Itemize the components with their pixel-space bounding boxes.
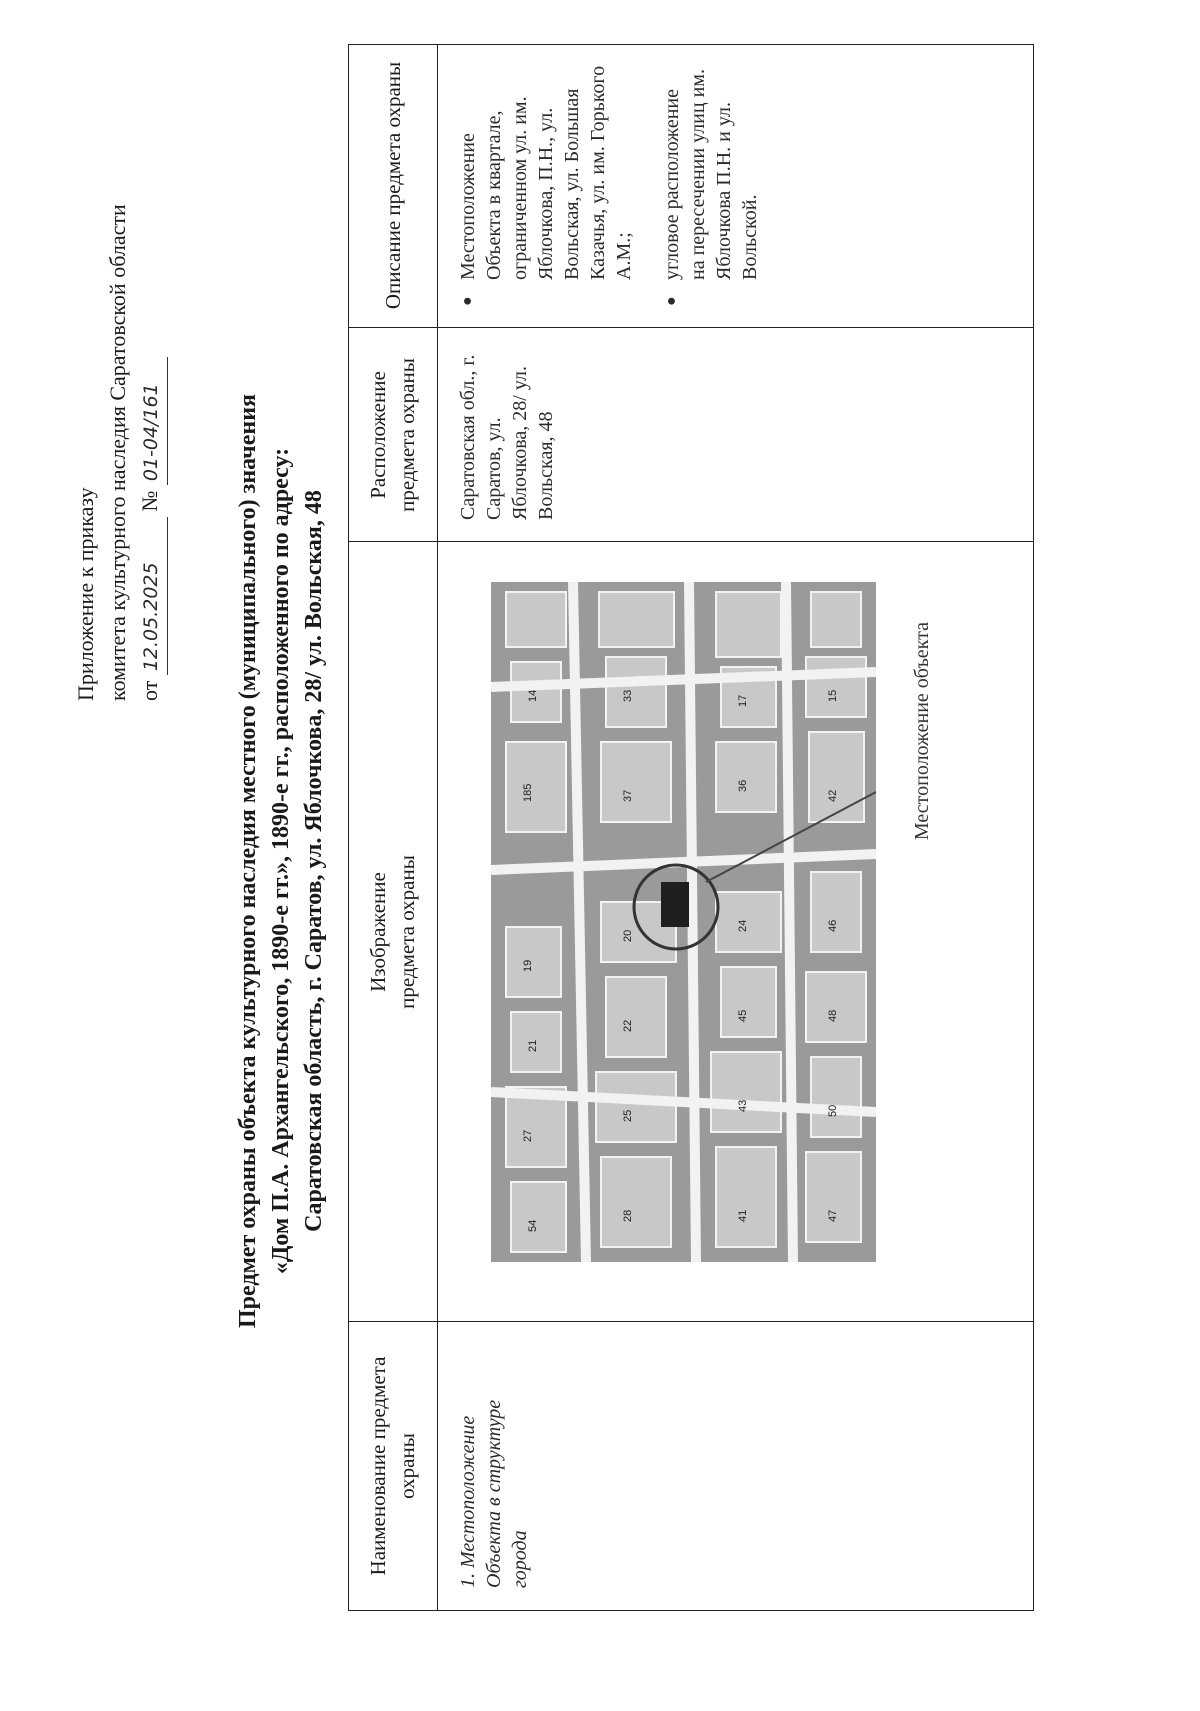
svg-text:48: 48 xyxy=(827,1009,839,1022)
committee-line: комитета культурного наследия Саратовской области xyxy=(105,204,130,701)
svg-text:22: 22 xyxy=(622,1019,634,1032)
map-caption: Местоположение объекта xyxy=(911,622,933,841)
header-location: Расположение предмета охраны xyxy=(366,358,419,512)
svg-text:36: 36 xyxy=(737,779,749,792)
subject-name: 1. Местоположение Объекта в структуре города xyxy=(457,1399,531,1588)
subject-image-cell xyxy=(437,542,1035,1322)
from-label: от xyxy=(137,680,162,701)
city-map-image xyxy=(491,582,876,1262)
svg-text:47: 47 xyxy=(827,1209,839,1222)
svg-text:45: 45 xyxy=(737,1009,749,1022)
svg-text:27: 27 xyxy=(522,1129,534,1142)
object-building xyxy=(661,882,689,927)
svg-text:20: 20 xyxy=(622,929,634,942)
svg-text:28: 28 xyxy=(622,1209,634,1222)
date-number-line xyxy=(134,61,168,701)
header-image xyxy=(349,542,437,1322)
description-item: ● Местоположение Объекта в квартале, ограниченном ул. им. Яблочкова, П.Н., ул. Вольская, ул. Большая Казачья, ул. им. Горького А.М.; xyxy=(455,65,637,306)
subject-location: Саратовская обл., г. Саратов, ул. Яблочкова, 28/ ул. Вольская, 48 xyxy=(457,354,557,520)
title-line-2: «Дом П.А. Архангельского, 1890-е гг.», 1890-е гг., расположенного по адресу: xyxy=(268,447,294,1275)
handwritten-number: 01-04/161 xyxy=(135,357,168,485)
svg-text:54: 54 xyxy=(527,1219,539,1232)
city-map xyxy=(491,582,876,1262)
subject-description xyxy=(437,43,1035,328)
title-line-3: Саратовская область, г. Саратов, ул. Яблочкова, 28/ ул. Вольская, 48 xyxy=(301,490,327,1232)
svg-text:25: 25 xyxy=(622,1109,634,1122)
protection-subject-table xyxy=(348,44,1034,1611)
appendix-line: Приложение к приказу xyxy=(73,487,98,701)
svg-text:50: 50 xyxy=(827,1104,839,1117)
number-label: № xyxy=(137,490,162,512)
handwritten-date: 12.05.2025 xyxy=(135,517,168,675)
header-description: Описание предмета охраны xyxy=(380,61,405,310)
order-appendix-header xyxy=(70,61,168,701)
svg-text:19: 19 xyxy=(522,959,534,972)
svg-text:42: 42 xyxy=(827,789,839,802)
svg-text:14: 14 xyxy=(527,689,539,702)
svg-text:41: 41 xyxy=(737,1209,749,1222)
document-title xyxy=(232,171,331,1551)
svg-text:15: 15 xyxy=(827,689,839,702)
svg-text:185: 185 xyxy=(522,783,534,802)
svg-text:43: 43 xyxy=(737,1099,749,1112)
description-item: ● угловое расположение на пересечении улиц им. Яблочкова П.Н. и ул. Вольской. xyxy=(659,65,763,306)
svg-text:33: 33 xyxy=(622,689,634,702)
header-image-label: Изображение предмета охраны xyxy=(366,855,419,1009)
header-name: Наименование предмета охраны xyxy=(366,1356,419,1576)
svg-text:37: 37 xyxy=(622,789,634,802)
svg-text:17: 17 xyxy=(737,694,749,707)
title-line-1: Предмет охраны объекта культурного наследия местного (муниципального) значения xyxy=(235,393,261,1329)
svg-text:21: 21 xyxy=(527,1039,539,1052)
svg-text:46: 46 xyxy=(827,919,839,932)
svg-text:24: 24 xyxy=(737,919,749,932)
